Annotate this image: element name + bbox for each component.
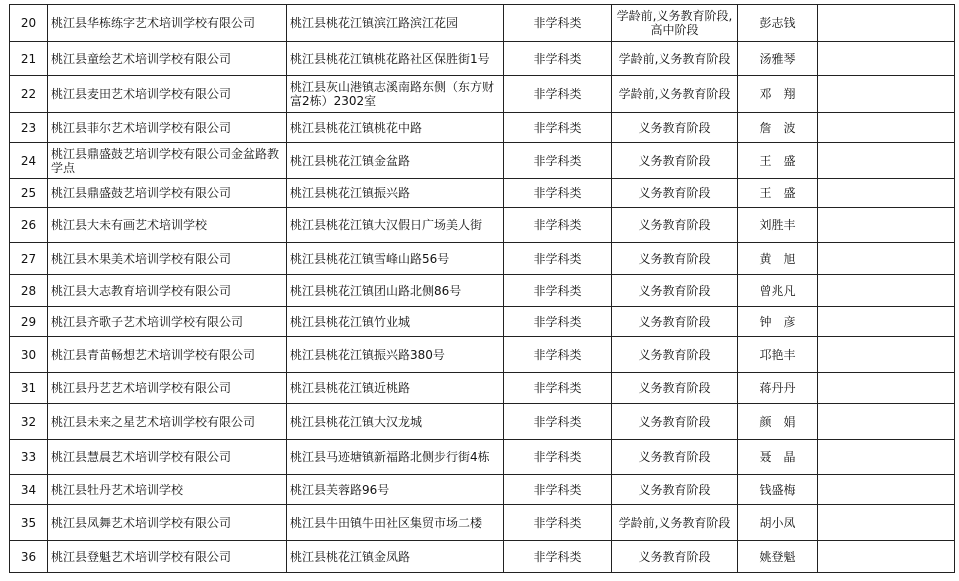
row-number: 20 bbox=[20, 16, 37, 30]
category-type: 非学科类 bbox=[533, 120, 582, 135]
institution-address: 桃江县芙蓉路96号 bbox=[290, 482, 390, 497]
legal-person-cell bbox=[738, 475, 818, 505]
education-stage: 义务教育阶段 bbox=[638, 283, 711, 298]
education-stage: 学龄前,义务教育阶段,高中阶段 bbox=[616, 9, 733, 37]
legal-person-cell bbox=[738, 113, 818, 143]
education-stage: 学龄前,义务教育阶段 bbox=[618, 515, 731, 530]
category-type: 非学科类 bbox=[533, 186, 582, 200]
row-number-cell bbox=[10, 179, 48, 208]
education-stage: 学龄前,义务教育阶段 bbox=[618, 51, 731, 66]
row-number: 24 bbox=[20, 153, 37, 168]
empty-cell bbox=[818, 179, 955, 208]
institution-address-cell bbox=[287, 541, 504, 573]
category-type-cell bbox=[504, 143, 612, 179]
row-number-cell bbox=[10, 337, 48, 373]
legal-person: 黄 旭 bbox=[759, 251, 796, 266]
education-stage-cell bbox=[612, 42, 738, 76]
institution-name: 桃江县大未有画艺术培训学校 bbox=[51, 218, 208, 232]
table-row bbox=[10, 440, 955, 475]
category-type: 非学科类 bbox=[533, 414, 582, 429]
education-stage-cell bbox=[612, 440, 738, 475]
institution-name: 桃江县大志教育培训学校有限公司 bbox=[51, 283, 232, 298]
institution-address-cell bbox=[287, 42, 504, 76]
row-number-cell bbox=[10, 243, 48, 275]
row-number: 28 bbox=[20, 283, 37, 298]
education-stage-cell bbox=[612, 373, 738, 404]
institution-address-cell bbox=[287, 404, 504, 440]
legal-person-cell bbox=[738, 337, 818, 373]
legal-person-cell bbox=[738, 404, 818, 440]
table-row bbox=[10, 541, 955, 573]
empty-cell bbox=[818, 404, 955, 440]
institution-name-cell bbox=[48, 337, 287, 373]
education-stage: 义务教育阶段 bbox=[638, 347, 711, 362]
category-type-cell bbox=[504, 404, 612, 440]
table-row bbox=[10, 404, 955, 440]
category-type-cell bbox=[504, 243, 612, 275]
institution-name-cell bbox=[48, 373, 287, 404]
row-number: 35 bbox=[20, 515, 37, 530]
institution-name-cell bbox=[48, 42, 287, 76]
category-type: 非学科类 bbox=[533, 283, 582, 298]
legal-person-cell bbox=[738, 307, 818, 337]
institution-address: 桃江县牛田镇牛田社区集贸市场二楼 bbox=[290, 515, 483, 530]
category-type: 非学科类 bbox=[533, 87, 582, 101]
institution-address: 桃江县桃花江镇金盆路 bbox=[290, 153, 411, 168]
legal-person: 钟 彦 bbox=[759, 314, 796, 329]
empty-cell bbox=[818, 275, 955, 307]
institution-name-cell bbox=[48, 243, 287, 275]
table-row bbox=[10, 275, 955, 307]
education-stage: 义务教育阶段 bbox=[638, 153, 711, 168]
education-stage-cell bbox=[612, 76, 738, 113]
institution-address-cell bbox=[287, 113, 504, 143]
category-type-cell bbox=[504, 208, 612, 243]
institution-address: 桃江县桃花江镇大汉龙城 bbox=[290, 414, 423, 429]
institution-address: 桃江县灰山港镇志溪南路东侧（东方财富2栋）2302室 bbox=[290, 80, 495, 108]
row-number-cell bbox=[10, 475, 48, 505]
institution-name-cell bbox=[48, 404, 287, 440]
education-stage-cell bbox=[612, 243, 738, 275]
institution-address-cell bbox=[287, 275, 504, 307]
education-stage: 义务教育阶段 bbox=[638, 120, 711, 135]
row-number-cell bbox=[10, 113, 48, 143]
institution-address: 桃江县桃花江镇竹业城 bbox=[290, 314, 411, 329]
institution-address-cell bbox=[287, 307, 504, 337]
table-row bbox=[10, 373, 955, 404]
education-stage-cell bbox=[612, 505, 738, 541]
row-number: 27 bbox=[20, 251, 37, 266]
empty-cell bbox=[818, 243, 955, 275]
legal-person: 曾兆凡 bbox=[759, 283, 796, 298]
education-stage-cell bbox=[612, 337, 738, 373]
institution-address: 桃江县桃花江镇桃花路社区保胜街1号 bbox=[290, 51, 490, 66]
education-stage: 义务教育阶段 bbox=[638, 186, 711, 200]
legal-person-cell bbox=[738, 243, 818, 275]
empty-cell bbox=[818, 208, 955, 243]
category-type: 非学科类 bbox=[533, 549, 582, 564]
institution-name: 桃江县牡丹艺术培训学校 bbox=[51, 482, 184, 497]
institution-address: 桃江县桃花江镇振兴路 bbox=[290, 186, 411, 200]
empty-cell bbox=[818, 143, 955, 179]
institution-name: 桃江县丹艺艺术培训学校有限公司 bbox=[51, 381, 232, 395]
institution-name-cell bbox=[48, 307, 287, 337]
category-type-cell bbox=[504, 373, 612, 404]
table-row bbox=[10, 179, 955, 208]
table-row bbox=[10, 243, 955, 275]
legal-person-cell bbox=[738, 42, 818, 76]
row-number-cell bbox=[10, 440, 48, 475]
legal-person-cell bbox=[738, 5, 818, 42]
institution-name: 桃江县登魁艺术培训学校有限公司 bbox=[51, 549, 232, 564]
institution-name: 桃江县凤舞艺术培训学校有限公司 bbox=[51, 515, 232, 530]
empty-cell bbox=[818, 337, 955, 373]
category-type: 非学科类 bbox=[533, 218, 582, 232]
education-stage: 义务教育阶段 bbox=[638, 450, 711, 464]
table-row bbox=[10, 143, 955, 179]
institution-name: 桃江县青苗畅想艺术培训学校有限公司 bbox=[51, 347, 256, 362]
institution-address-cell bbox=[287, 179, 504, 208]
institution-table bbox=[9, 4, 955, 573]
table-row bbox=[10, 76, 955, 113]
education-stage: 义务教育阶段 bbox=[638, 414, 711, 429]
institution-address-cell bbox=[287, 373, 504, 404]
empty-cell bbox=[818, 440, 955, 475]
legal-person: 王 盛 bbox=[759, 153, 796, 168]
empty-cell bbox=[818, 5, 955, 42]
table-row bbox=[10, 337, 955, 373]
institution-address: 桃江县桃花江镇金凤路 bbox=[290, 549, 411, 564]
education-stage: 义务教育阶段 bbox=[638, 251, 711, 266]
row-number-cell bbox=[10, 373, 48, 404]
row-number: 33 bbox=[20, 450, 37, 464]
legal-person-cell bbox=[738, 373, 818, 404]
row-number: 34 bbox=[20, 482, 37, 497]
legal-person-cell bbox=[738, 76, 818, 113]
row-number: 29 bbox=[20, 314, 37, 329]
institution-name: 桃江县鼎盛鼓艺培训学校有限公司 bbox=[51, 186, 232, 200]
table-row bbox=[10, 307, 955, 337]
category-type-cell bbox=[504, 113, 612, 143]
category-type: 非学科类 bbox=[533, 515, 582, 530]
institution-address: 桃江县桃花江镇桃花中路 bbox=[290, 120, 423, 135]
empty-cell bbox=[818, 113, 955, 143]
institution-name-cell bbox=[48, 275, 287, 307]
education-stage: 义务教育阶段 bbox=[638, 314, 711, 329]
row-number: 25 bbox=[20, 186, 37, 200]
institution-name: 桃江县菲尔艺术培训学校有限公司 bbox=[51, 120, 232, 135]
empty-cell bbox=[818, 505, 955, 541]
education-stage-cell bbox=[612, 179, 738, 208]
category-type-cell bbox=[504, 76, 612, 113]
education-stage-cell bbox=[612, 113, 738, 143]
table-row bbox=[10, 475, 955, 505]
institution-address: 桃江县桃花江镇滨江路滨江花园 bbox=[290, 16, 459, 30]
education-stage-cell bbox=[612, 208, 738, 243]
education-stage-cell bbox=[612, 404, 738, 440]
row-number: 21 bbox=[20, 51, 37, 66]
empty-cell bbox=[818, 307, 955, 337]
institution-name-cell bbox=[48, 440, 287, 475]
table-row bbox=[10, 113, 955, 143]
row-number-cell bbox=[10, 275, 48, 307]
institution-address: 桃江县桃花江镇大汉假日广场美人街 bbox=[290, 218, 483, 232]
legal-person-cell bbox=[738, 275, 818, 307]
row-number-cell bbox=[10, 208, 48, 243]
legal-person: 颜 娟 bbox=[759, 414, 796, 429]
row-number: 23 bbox=[20, 120, 37, 135]
institution-name: 桃江县童绘艺术培训学校有限公司 bbox=[51, 51, 232, 66]
table-body bbox=[10, 5, 955, 573]
legal-person: 钱盛梅 bbox=[759, 482, 796, 497]
institution-address: 桃江县桃花江镇雪峰山路56号 bbox=[290, 251, 450, 266]
legal-person: 詹 波 bbox=[759, 120, 796, 135]
institution-address-cell bbox=[287, 76, 504, 113]
institution-name-cell bbox=[48, 208, 287, 243]
row-number-cell bbox=[10, 76, 48, 113]
institution-name-cell bbox=[48, 113, 287, 143]
category-type: 非学科类 bbox=[533, 347, 582, 362]
table-row bbox=[10, 5, 955, 42]
legal-person-cell bbox=[738, 440, 818, 475]
institution-name: 桃江县未来之星艺术培训学校有限公司 bbox=[51, 414, 256, 429]
institution-address-cell bbox=[287, 243, 504, 275]
institution-name-cell bbox=[48, 143, 287, 179]
legal-person-cell bbox=[738, 143, 818, 179]
row-number: 36 bbox=[20, 549, 37, 564]
institution-address: 桃江县桃花江镇团山路北侧86号 bbox=[290, 283, 462, 298]
row-number: 32 bbox=[20, 414, 37, 429]
category-type-cell bbox=[504, 505, 612, 541]
education-stage-cell bbox=[612, 275, 738, 307]
row-number-cell bbox=[10, 541, 48, 573]
institution-address-cell bbox=[287, 440, 504, 475]
institution-address: 桃江县桃花江镇振兴路380号 bbox=[290, 347, 445, 362]
institution-name: 桃江县木果美术培训学校有限公司 bbox=[51, 251, 232, 266]
empty-cell bbox=[818, 42, 955, 76]
row-number-cell bbox=[10, 505, 48, 541]
institution-address-cell bbox=[287, 505, 504, 541]
category-type: 非学科类 bbox=[533, 314, 582, 329]
legal-person-cell bbox=[738, 179, 818, 208]
institution-name-cell bbox=[48, 475, 287, 505]
legal-person: 聂 晶 bbox=[759, 450, 796, 464]
category-type-cell bbox=[504, 42, 612, 76]
category-type-cell bbox=[504, 440, 612, 475]
education-stage-cell bbox=[612, 307, 738, 337]
empty-cell bbox=[818, 76, 955, 113]
legal-person: 刘胜丰 bbox=[759, 218, 796, 232]
legal-person: 王 盛 bbox=[759, 186, 796, 200]
category-type: 非学科类 bbox=[533, 51, 582, 66]
institution-name-cell bbox=[48, 76, 287, 113]
legal-person: 邓 翔 bbox=[759, 87, 796, 101]
institution-address-cell bbox=[287, 208, 504, 243]
institution-name-cell bbox=[48, 5, 287, 42]
row-number-cell bbox=[10, 307, 48, 337]
row-number: 22 bbox=[20, 87, 37, 101]
category-type: 非学科类 bbox=[533, 16, 582, 30]
education-stage-cell bbox=[612, 475, 738, 505]
institution-address-cell bbox=[287, 337, 504, 373]
legal-person: 邛艳丰 bbox=[759, 347, 796, 362]
education-stage: 义务教育阶段 bbox=[638, 381, 711, 395]
education-stage-cell bbox=[612, 5, 738, 42]
row-number: 26 bbox=[20, 218, 37, 232]
row-number: 30 bbox=[20, 347, 37, 362]
legal-person: 汤雅琴 bbox=[759, 51, 796, 66]
legal-person: 胡小凤 bbox=[759, 515, 796, 530]
row-number-cell bbox=[10, 404, 48, 440]
row-number-cell bbox=[10, 5, 48, 42]
table-row bbox=[10, 505, 955, 541]
legal-person: 蒋丹丹 bbox=[759, 381, 796, 395]
category-type-cell bbox=[504, 475, 612, 505]
institution-name: 桃江县麦田艺术培训学校有限公司 bbox=[51, 87, 232, 101]
institution-address-cell bbox=[287, 5, 504, 42]
institution-address-cell bbox=[287, 143, 504, 179]
category-type: 非学科类 bbox=[533, 450, 582, 464]
category-type: 非学科类 bbox=[533, 251, 582, 266]
empty-cell bbox=[818, 373, 955, 404]
education-stage: 义务教育阶段 bbox=[638, 218, 711, 232]
row-number-cell bbox=[10, 42, 48, 76]
category-type-cell bbox=[504, 275, 612, 307]
institution-name: 桃江县鼎盛鼓艺培训学校有限公司金盆路教学点 bbox=[51, 146, 280, 175]
institution-name-cell bbox=[48, 541, 287, 573]
legal-person: 彭志钱 bbox=[759, 16, 796, 30]
legal-person-cell bbox=[738, 208, 818, 243]
institution-name: 桃江县齐歌子艺术培训学校有限公司 bbox=[51, 314, 244, 329]
institution-name-cell bbox=[48, 179, 287, 208]
category-type-cell bbox=[504, 179, 612, 208]
institution-name: 桃江县华栋练字艺术培训学校有限公司 bbox=[51, 16, 256, 30]
category-type: 非学科类 bbox=[533, 381, 582, 395]
category-type-cell bbox=[504, 5, 612, 42]
category-type-cell bbox=[504, 541, 612, 573]
empty-cell bbox=[818, 541, 955, 573]
institution-address: 桃江县桃花江镇近桃路 bbox=[290, 381, 411, 395]
institution-name-cell bbox=[48, 505, 287, 541]
table-row bbox=[10, 42, 955, 76]
education-stage: 义务教育阶段 bbox=[638, 549, 711, 564]
institution-name: 桃江县慧晨艺术培训学校有限公司 bbox=[51, 450, 232, 464]
category-type: 非学科类 bbox=[533, 153, 582, 168]
education-stage: 学龄前,义务教育阶段 bbox=[618, 87, 731, 101]
table-row bbox=[10, 208, 955, 243]
legal-person-cell bbox=[738, 541, 818, 573]
education-stage-cell bbox=[612, 143, 738, 179]
institution-address: 桃江县马迹塘镇新福路北侧步行街4栋 bbox=[290, 450, 490, 464]
education-stage-cell bbox=[612, 541, 738, 573]
empty-cell bbox=[818, 475, 955, 505]
row-number: 31 bbox=[20, 381, 37, 395]
category-type-cell bbox=[504, 307, 612, 337]
category-type: 非学科类 bbox=[533, 482, 582, 497]
legal-person: 姚登魁 bbox=[759, 549, 796, 564]
category-type-cell bbox=[504, 337, 612, 373]
legal-person-cell bbox=[738, 505, 818, 541]
institution-address-cell bbox=[287, 475, 504, 505]
education-stage: 义务教育阶段 bbox=[638, 482, 711, 497]
row-number-cell bbox=[10, 143, 48, 179]
